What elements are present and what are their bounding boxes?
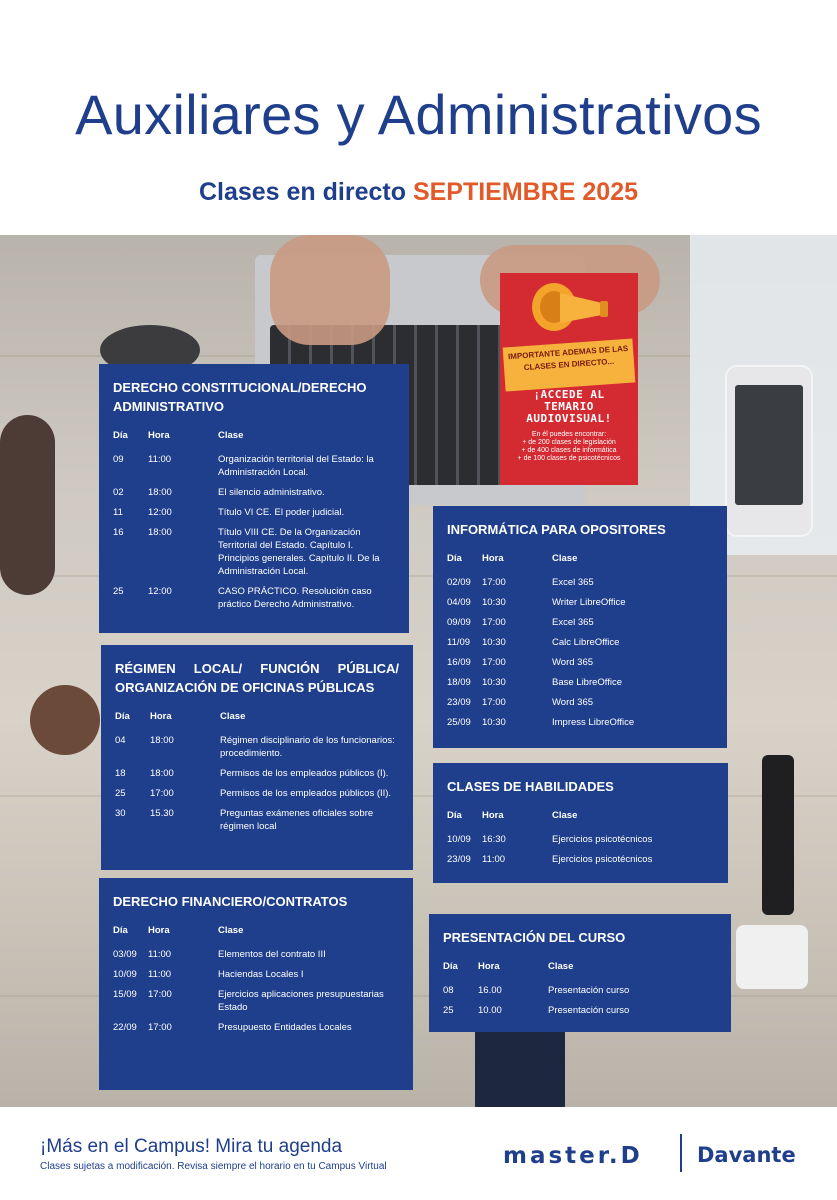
cell-dia: 25: [113, 586, 124, 597]
table-row: [447, 833, 714, 853]
cell-dia: 11/09: [447, 637, 471, 648]
cell-dia: 30: [115, 808, 126, 819]
promo-item: + de 400 clases de informática: [521, 447, 617, 454]
header: [0, 0, 837, 235]
cell-clase: Título VI CE. El poder judicial.: [218, 507, 345, 518]
column-header-dia: Día: [115, 711, 130, 722]
panel-derecho-constitucional: [99, 364, 409, 633]
cell-hora: 16.00: [478, 985, 502, 996]
cell-hora: 17:00: [482, 617, 506, 628]
cell-hora: 10:30: [482, 677, 506, 688]
masterd-logo: master.D: [503, 1143, 643, 1169]
column-header-clase: Clase: [548, 961, 574, 972]
table-row: [443, 1004, 717, 1024]
marker-shape: [762, 755, 794, 915]
cell-clase: Word 365: [552, 697, 594, 708]
panel-title: INFORMÁTICA PARA OPOSITORES: [447, 522, 666, 537]
cell-clase: Régimen disciplinario de los funcionarios: procedimiento.: [220, 735, 395, 759]
table-row: [113, 486, 395, 506]
cell-dia: 16: [113, 527, 124, 538]
cell-dia: 18: [115, 768, 126, 779]
cell-hora: 18:00: [150, 768, 174, 779]
panel-presentacion: [429, 914, 731, 1032]
promo-item: + de 200 clases de legislación: [522, 439, 616, 446]
column-header-dia: Día: [113, 925, 128, 936]
table-row: [113, 506, 395, 526]
cell-dia: 15/09: [113, 989, 137, 1000]
cell-dia: 03/09: [113, 949, 137, 960]
subtitle-month: SEPTIEMBRE 2025: [412, 178, 639, 206]
cell-dia: 11: [113, 507, 123, 518]
column-header-hora: Hora: [148, 430, 170, 441]
column-header-clase: Clase: [218, 925, 244, 936]
cell-dia: 25: [115, 788, 126, 799]
table-row: [113, 453, 395, 486]
teapot-shape: [0, 415, 55, 595]
cell-dia: 10/09: [113, 969, 137, 980]
cell-dia: 10/09: [447, 834, 471, 845]
davante-logo: Davante: [697, 1143, 796, 1167]
cell-dia: 16/09: [447, 657, 471, 668]
cell-clase: Preguntas exámenes oficiales sobre régimen local: [220, 808, 374, 832]
schedule-table: [447, 810, 714, 873]
table-row: [113, 988, 399, 1021]
table-row: [115, 734, 399, 767]
table-row: [447, 676, 713, 696]
cell-dia: 02: [113, 487, 124, 498]
table-row: [447, 596, 713, 616]
cell-dia: 23/09: [447, 697, 471, 708]
cell-dia: 25: [443, 1005, 454, 1016]
cell-hora: 10:30: [482, 597, 506, 608]
schedule-table: [113, 430, 395, 618]
cell-clase: El silencio administrativo.: [218, 487, 325, 498]
promo-flag: IMPORTANTE ADEMAS DE LAS CLASES EN DIRECTO...: [503, 339, 636, 392]
table-row: [447, 716, 713, 736]
table-row: [447, 636, 713, 656]
schedule-table: [113, 925, 399, 1041]
column-header-hora: Hora: [150, 711, 172, 722]
cell-hora: 12:00: [148, 507, 172, 518]
column-header-dia: Día: [443, 961, 458, 972]
cell-hora: 18:00: [150, 735, 174, 746]
schedule-table: [447, 553, 713, 736]
cell-dia: 22/09: [113, 1022, 137, 1033]
table-row: [115, 767, 399, 787]
cell-clase: Permisos de los empleados públicos (II).: [220, 788, 392, 799]
column-header-hora: Hora: [478, 961, 500, 972]
column-header-hora: Hora: [482, 553, 504, 564]
cell-dia: 18/09: [447, 677, 471, 688]
table-row: [447, 656, 713, 676]
device-shape: [736, 925, 808, 989]
table-row: [113, 1021, 399, 1041]
table-row: [113, 585, 395, 618]
table-row: [447, 696, 713, 716]
cell-hora: 17:00: [150, 788, 174, 799]
table-row: [113, 968, 399, 988]
column-header-dia: Día: [447, 553, 462, 564]
panel-title: RÉGIMEN LOCAL/ FUNCIÓN PÚBLICA/ ORGANIZACIÓN DE OFICINAS PÚBLICAS: [115, 661, 399, 695]
table-row: [113, 526, 395, 585]
cell-clase: Excel 365: [552, 617, 594, 628]
cell-clase: Ejercicios aplicaciones presupuestarias Estado: [218, 989, 384, 1013]
promo-intro: En él puedes encontrar:: [531, 431, 607, 438]
panel-informatica: [433, 506, 727, 748]
cell-hora: 11:00: [482, 854, 506, 865]
column-header-hora: Hora: [148, 925, 170, 936]
cell-hora: 10:30: [482, 717, 506, 728]
panel-habilidades: [433, 763, 728, 883]
cell-dia: 23/09: [447, 854, 471, 865]
column-header-dia: Día: [447, 810, 462, 821]
cell-clase: Título VIII CE. De la Organización Territorial del Estado. Capítulo I. Principios generales. Capítulo II. De la Administración Local.: [218, 527, 380, 577]
panel-derecho-financiero: [99, 878, 413, 1090]
subtitle-prefix: Clases en directo: [198, 178, 406, 206]
cell-dia: 09: [113, 454, 124, 465]
footer: [0, 1107, 837, 1200]
column-header-dia: Día: [113, 430, 128, 441]
schedule-table: [443, 961, 717, 1024]
cell-clase: Calc LibreOffice: [552, 637, 620, 648]
cell-clase: Permisos de los empleados públicos (I).: [220, 768, 389, 779]
cell-hora: 17:00: [482, 577, 506, 588]
table-row: [447, 853, 714, 873]
cell-clase: Haciendas Locales I: [218, 969, 304, 980]
cell-hora: 10:30: [482, 637, 506, 648]
cell-clase: Impress LibreOffice: [552, 717, 635, 728]
promo-cta[interactable]: ¡ACCEDE AL TEMARIO AUDIOVISUAL!: [526, 388, 612, 425]
schedule-table: [115, 711, 399, 840]
hand-shape: [270, 235, 390, 345]
logo-divider: [680, 1134, 682, 1172]
cell-hora: 11:00: [148, 454, 172, 465]
table-row: [115, 807, 399, 840]
cell-dia: 09/09: [447, 617, 471, 628]
cell-dia: 04/09: [447, 597, 471, 608]
cell-hora: 11:00: [148, 949, 172, 960]
cell-clase: Presentación curso: [548, 985, 630, 996]
cell-hora: 17:00: [482, 657, 506, 668]
cell-hora: 10.00: [478, 1005, 502, 1016]
panel-title: DERECHO CONSTITUCIONAL/DERECHO ADMINISTRATIVO: [113, 380, 367, 414]
panel-title: DERECHO FINANCIERO/CONTRATOS: [113, 894, 348, 909]
panel-title: CLASES DE HABILIDADES: [447, 779, 614, 794]
megaphone-icon: [530, 277, 612, 337]
footer-note: Clases sujetas a modificación. Revisa siempre el horario en tu Campus Virtual: [40, 1161, 387, 1172]
cell-hora: 17:00: [148, 989, 172, 1000]
promo-item: + de 100 clases de psicotécnicos: [517, 455, 621, 462]
cell-clase: Word 365: [552, 657, 594, 668]
cell-hora: 15.30: [150, 808, 174, 819]
cell-dia: 08: [443, 985, 454, 996]
cell-clase: Elementos del contrato III: [218, 949, 326, 960]
mug-shape: [30, 685, 100, 755]
column-header-hora: Hora: [482, 810, 504, 821]
cell-hora: 11:00: [148, 969, 172, 980]
table-row: [443, 984, 717, 1004]
table-row: [113, 948, 399, 968]
cell-clase: Presupuesto Entidades Locales: [218, 1022, 352, 1033]
cell-hora: 18:00: [148, 527, 172, 538]
column-header-clase: Clase: [552, 810, 578, 821]
cell-clase: CASO PRÁCTICO. Resolución caso práctico Derecho Administrativo.: [218, 586, 372, 610]
promo-banner: [500, 273, 638, 485]
column-header-clase: Clase: [218, 430, 244, 441]
table-row: [447, 576, 713, 596]
panel-title: PRESENTACIÓN DEL CURSO: [443, 930, 626, 945]
cell-clase: Writer LibreOffice: [552, 597, 626, 608]
cell-hora: 12:00: [148, 586, 172, 597]
column-header-clase: Clase: [552, 553, 578, 564]
cell-dia: 02/09: [447, 577, 471, 588]
cell-hora: 16:30: [482, 834, 506, 845]
page-title: Auxiliares y Administrativos: [75, 83, 762, 146]
cell-clase: Presentación curso: [548, 1005, 630, 1016]
column-header-clase: Clase: [220, 711, 246, 722]
cell-clase: Ejercicios psicotécnicos: [552, 854, 653, 865]
footer-headline[interactable]: ¡Más en el Campus! Mira tu agenda: [40, 1136, 343, 1157]
cell-dia: 25/09: [447, 717, 471, 728]
cell-hora: 17:00: [148, 1022, 172, 1033]
table-row: [447, 616, 713, 636]
cell-clase: Excel 365: [552, 577, 594, 588]
panel-regimen-local: [101, 645, 413, 870]
cell-clase: Organización territorial del Estado: la Administración Local.: [218, 454, 374, 478]
phone-shape: [725, 365, 813, 537]
cell-hora: 18:00: [148, 487, 172, 498]
promo-list: [506, 439, 632, 463]
cell-dia: 04: [115, 735, 126, 746]
page-subtitle: [0, 178, 837, 207]
cell-clase: Ejercicios psicotécnicos: [552, 834, 653, 845]
cell-clase: Base LibreOffice: [552, 677, 623, 688]
cell-hora: 17:00: [482, 697, 506, 708]
table-row: [115, 787, 399, 807]
